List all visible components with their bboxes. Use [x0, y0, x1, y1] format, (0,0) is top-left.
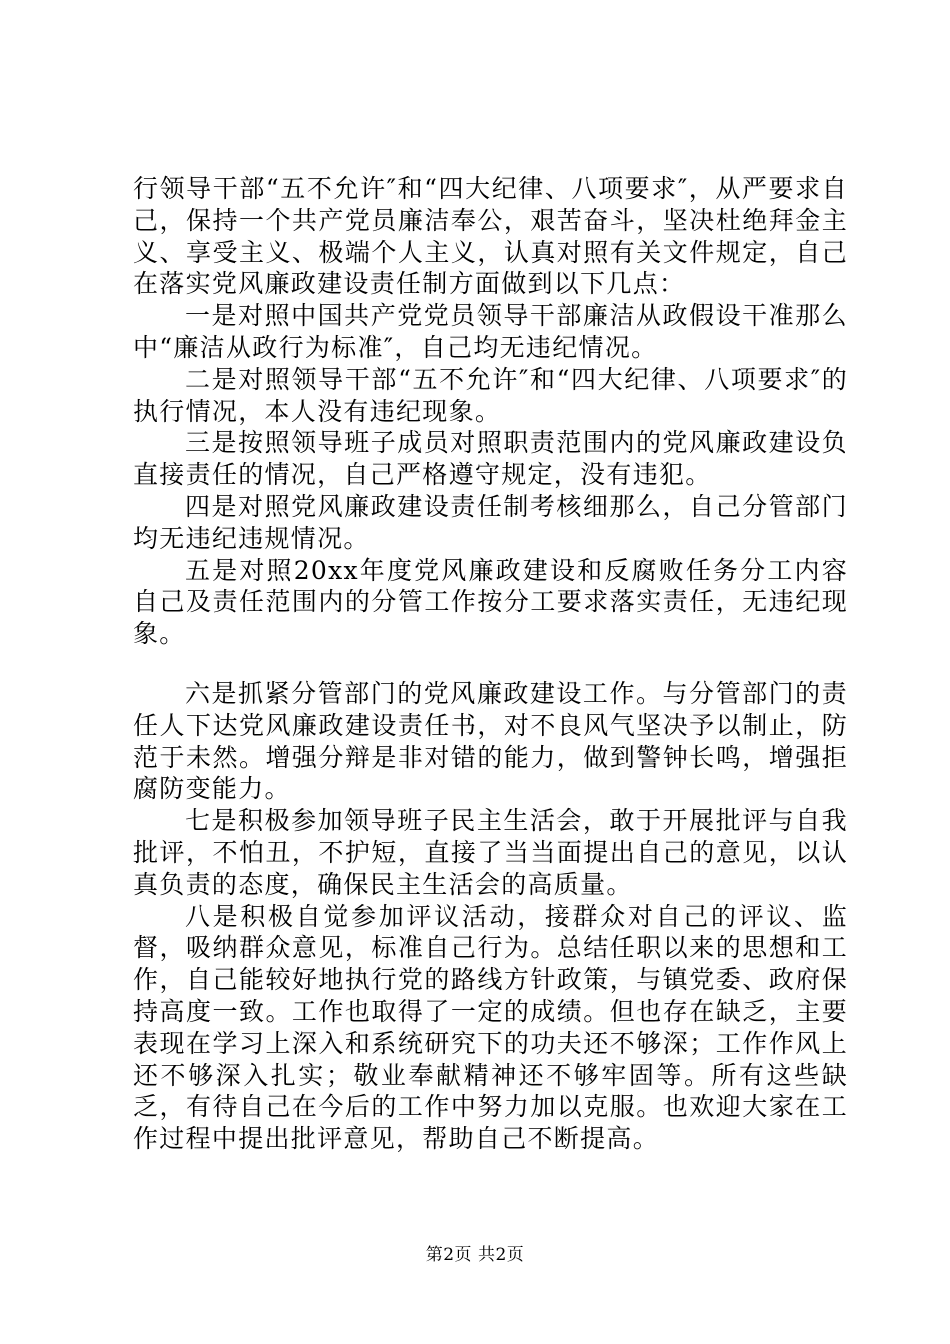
paragraph-point-1: 一是对照中国共产党党员领导干部廉洁从政假设干准那么中“廉洁从政行为标准″，自己均无违纪情况。 — [133, 301, 848, 362]
paragraph-point-6: 六是抓紧分管部门的党风廉政建设工作。与分管部门的责任人下达党风廉政建设责任书，对不良风气坚决予以制止，防范于未然。增强分辩是非对错的能力，做到警钟长鸣，增强拒腐防变能力。 — [133, 678, 848, 804]
paragraph-continuation: 行领导干部“五不允许″和“四大纪律、八项要求″，从严要求自己，保持一个共产党员廉洁奉公，艰苦奋斗，坚决杜绝拜金主义、享受主义、极端个人主义，认真对照有关文件规定，自己在落实党风廉政建设责任制方面做到以下几点： — [133, 174, 848, 299]
paragraph-point-8: 八是积极自觉参加评议活动，接群众对自己的评议、监督，吸纳群众意见，标准自己行为。总结任职以来的思想和工作，自己能较好地执行党的路线方针政策，与镇党委、政府保持高度一致。工作也取得了一定的成绩。但也存在缺乏，主要表现在学习上深入和系统研究下的功夫还不够深；工作作风上还不够深入扎实；敬业奉献精神还不够牢固等。所有这些缺乏，有待自己在今后的工作中努力加以克服。也欢迎大家在工作过程中提出批评意见，帮助自己不断提高。 — [133, 901, 848, 1154]
paragraph-point-5: 五是对照20xx年度党风廉政建设和反腐败任务分工内容自己及责任范围内的分管工作按分工要求落实责任，无违纪现象。 — [133, 555, 848, 649]
paragraph-point-3: 三是按照领导班子成员对照职责范围内的党风廉政建设负直接责任的情况，自己严格遵守规定，没有违犯。 — [133, 428, 848, 490]
paragraph-point-7: 七是积极参加领导班子民主生活会，敢于开展批评与自我批评，不怕丑，不护短，直接了当当面提出自己的意见，以认真负责的态度，确保民主生活会的高质量。 — [133, 806, 848, 899]
document-body — [133, 173, 848, 1155]
paragraph-point-4: 四是对照党风廉政建设责任制考核细那么，自己分管部门均无违纪违规情况。 — [133, 491, 848, 553]
page-footer: 第2页 共2页 — [425, 1245, 525, 1265]
paragraph-point-2: 二是对照领导干部“五不允许″和“四大纪律、八项要求″的执行情况，本人没有违纪现象。 — [133, 364, 848, 426]
